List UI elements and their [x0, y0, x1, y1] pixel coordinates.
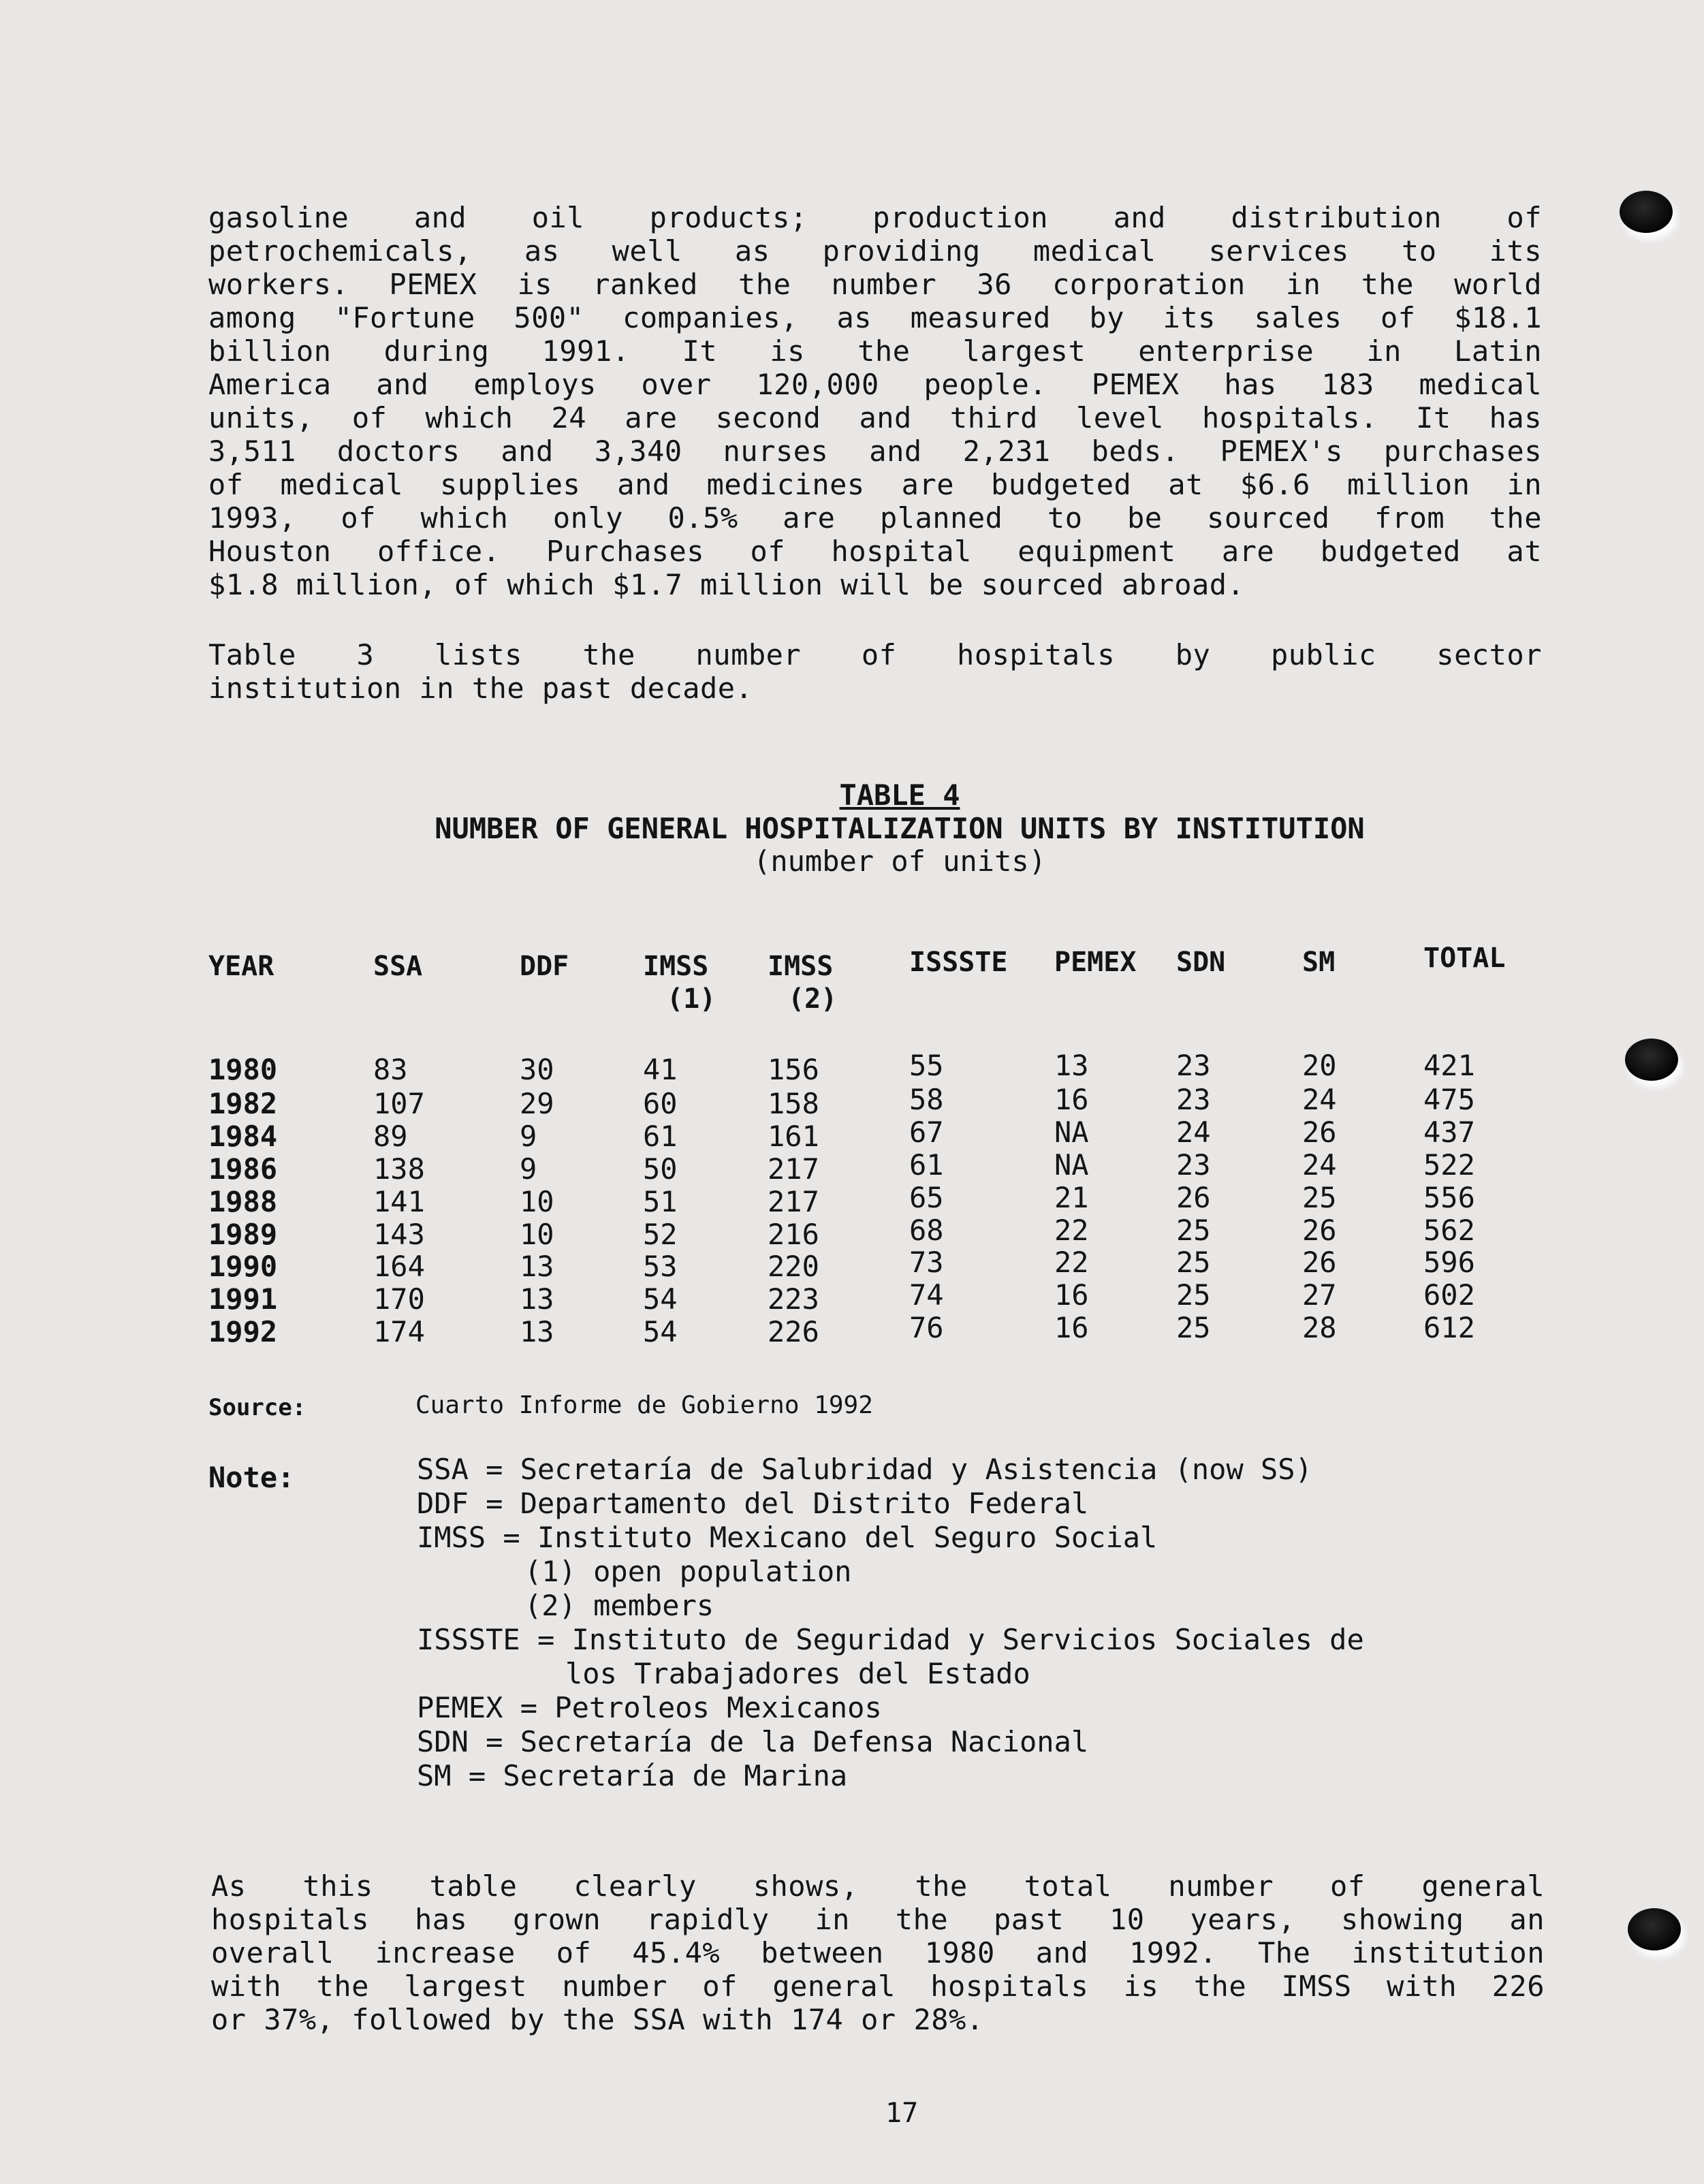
- source-text: Cuarto Informe de Gobierno 1992: [415, 1391, 873, 1419]
- note-line: los Trabajadores del Estado: [565, 1657, 1030, 1690]
- text-line: 1993, of which only 0.5% are planned to be sourced from the: [208, 501, 1542, 535]
- cell-sdn: 25: [1176, 1246, 1211, 1279]
- cell-sm: 26: [1302, 1214, 1337, 1247]
- cell-imss-2: 216: [768, 1218, 819, 1251]
- cell-total: 602: [1423, 1278, 1475, 1312]
- text-line: 3,511 doctors and 3,340 nurses and 2,231 beds. PEMEX's purchases: [208, 434, 1542, 468]
- cell-ssa: 141: [373, 1185, 425, 1218]
- cell-pemex: 22: [1054, 1214, 1089, 1247]
- cell-total: 556: [1423, 1181, 1475, 1214]
- cell-total: 475: [1423, 1083, 1475, 1116]
- text-line: As this table clearly shows, the total number of general: [211, 1869, 1545, 1903]
- col-header-total: TOTAL: [1423, 943, 1506, 974]
- cell-issste: 67: [909, 1115, 944, 1149]
- note-line: (2) members: [524, 1589, 714, 1622]
- cell-total: 596: [1423, 1246, 1475, 1279]
- cell-sm: 24: [1302, 1083, 1337, 1116]
- cell-imss-1: 54: [643, 1315, 678, 1348]
- cell-sdn: 26: [1176, 1181, 1211, 1214]
- cell-ssa: 83: [373, 1053, 408, 1086]
- cell-imss-1: 54: [643, 1282, 678, 1316]
- cell-issste: 68: [909, 1214, 944, 1247]
- col-header-imss-1-sub: (1): [667, 983, 716, 1015]
- cell-pemex: 16: [1054, 1083, 1089, 1116]
- cell-sm: 26: [1302, 1246, 1337, 1279]
- cell-ddf: 13: [520, 1250, 554, 1283]
- text-line: petrochemicals, as well as providing medical services to its: [208, 234, 1542, 268]
- col-header-imss-2-sub: (2): [788, 983, 838, 1015]
- text-line: Table 3 lists the number of hospitals by public sector: [208, 638, 1542, 671]
- cell-ddf: 13: [520, 1282, 554, 1316]
- cell-ddf: 13: [520, 1315, 554, 1348]
- paragraph-pemex: [208, 201, 1542, 601]
- note-line: SSA = Secretaría de Salubridad y Asistencia (now SS): [417, 1453, 1312, 1486]
- col-header-ssa: SSA: [373, 951, 423, 982]
- col-header-imss-1: IMSS: [643, 951, 709, 982]
- cell-total: 437: [1423, 1115, 1475, 1149]
- note-line: ISSSTE = Instituto de Seguridad y Servicios Sociales de: [417, 1623, 1364, 1656]
- cell-issste: 76: [909, 1311, 944, 1344]
- cell-issste: 55: [909, 1049, 944, 1082]
- cell-year: 1991: [208, 1282, 278, 1316]
- cell-year: 1989: [208, 1218, 278, 1251]
- col-header-sdn: SDN: [1176, 947, 1226, 978]
- note-line: SM = Secretaría de Marina: [417, 1759, 848, 1792]
- cell-imss-2: 161: [768, 1120, 819, 1153]
- text-line: with the largest number of general hospitals is the IMSS with 226: [211, 1969, 1545, 2003]
- cell-year: 1986: [208, 1152, 278, 1186]
- cell-ssa: 107: [373, 1087, 425, 1120]
- cell-issste: 73: [909, 1246, 944, 1279]
- cell-sm: 26: [1302, 1115, 1337, 1149]
- cell-year: 1980: [208, 1053, 278, 1086]
- col-header-sm: SM: [1302, 947, 1336, 978]
- cell-total: 562: [1423, 1214, 1475, 1247]
- cell-imss-2: 217: [768, 1185, 819, 1218]
- cell-sdn: 25: [1176, 1214, 1211, 1247]
- cell-ssa: 138: [373, 1152, 425, 1186]
- cell-imss-1: 52: [643, 1218, 678, 1251]
- text-line: $1.8 million, of which $1.7 million will be sourced abroad.: [208, 568, 1245, 601]
- col-header-issste: ISSSTE: [909, 947, 1008, 978]
- cell-sdn: 24: [1176, 1115, 1211, 1149]
- note-line: PEMEX = Petroleos Mexicanos: [417, 1691, 882, 1724]
- cell-pemex: NA: [1054, 1115, 1089, 1149]
- cell-pemex: 13: [1054, 1049, 1089, 1082]
- cell-year: 1984: [208, 1120, 278, 1153]
- cell-pemex: 16: [1054, 1311, 1089, 1344]
- cell-total: 522: [1423, 1148, 1475, 1182]
- cell-imss-2: 223: [768, 1282, 819, 1316]
- text-line: or 37%, followed by the SSA with 174 or 28%.: [211, 2003, 984, 2036]
- cell-total: 421: [1423, 1049, 1475, 1082]
- text-line: hospitals has grown rapidly in the past 10 years, showing an: [211, 1903, 1545, 1936]
- text-line: billion during 1991. It is the largest enterprise in Latin: [208, 334, 1542, 368]
- table-title: TABLE 4: [839, 778, 960, 812]
- note-line: IMSS = Instituto Mexicano del Seguro Social: [417, 1521, 1158, 1554]
- text-line: institution in the past decade.: [208, 671, 753, 705]
- cell-sm: 27: [1302, 1278, 1337, 1312]
- col-header-imss-2: IMSS: [768, 951, 834, 982]
- text-line: Houston office. Purchases of hospital equipment are budgeted at: [208, 535, 1542, 568]
- source-label: Source:: [208, 1394, 306, 1421]
- cell-imss-2: 226: [768, 1315, 819, 1348]
- cell-ssa: 143: [373, 1218, 425, 1251]
- cell-year: 1990: [208, 1250, 278, 1283]
- cell-sdn: 25: [1176, 1278, 1211, 1312]
- cell-ssa: 89: [373, 1120, 408, 1153]
- cell-sdn: 23: [1176, 1049, 1211, 1082]
- cell-sm: 25: [1302, 1181, 1337, 1214]
- paragraph-table-intro: [208, 638, 1542, 705]
- cell-imss-2: 217: [768, 1152, 819, 1186]
- cell-pemex: 21: [1054, 1181, 1089, 1214]
- table-unit: (number of units): [753, 844, 1046, 878]
- text-line: America and employs over 120,000 people. PEMEX has 183 medical: [208, 368, 1542, 401]
- cell-issste: 65: [909, 1181, 944, 1214]
- note-line: (1) open population: [524, 1555, 852, 1588]
- punch-hole-bottom: [1628, 1908, 1681, 1950]
- cell-ssa: 164: [373, 1250, 425, 1283]
- cell-imss-1: 51: [643, 1185, 678, 1218]
- paragraph-conclusion: [211, 1869, 1545, 2036]
- cell-sdn: 25: [1176, 1311, 1211, 1344]
- cell-ddf: 10: [520, 1185, 554, 1218]
- text-line: gasoline and oil products; production and distribution of: [208, 201, 1542, 234]
- col-header-ddf: DDF: [520, 951, 569, 982]
- cell-imss-2: 158: [768, 1087, 819, 1120]
- cell-year: 1988: [208, 1185, 278, 1218]
- cell-sm: 28: [1302, 1311, 1337, 1344]
- text-line: units, of which 24 are second and third level hospitals. It has: [208, 401, 1542, 434]
- cell-year: 1982: [208, 1087, 278, 1120]
- text-line: among "Fortune 500" companies, as measured by its sales of $18.1: [208, 301, 1542, 334]
- cell-imss-1: 53: [643, 1250, 678, 1283]
- punch-hole-top: [1620, 191, 1673, 233]
- cell-imss-1: 60: [643, 1087, 678, 1120]
- cell-ssa: 174: [373, 1315, 425, 1348]
- note-line: DDF = Departamento del Distrito Federal: [417, 1487, 1089, 1520]
- cell-issste: 58: [909, 1083, 944, 1116]
- cell-imss-1: 41: [643, 1053, 678, 1086]
- text-line: workers. PEMEX is ranked the number 36 corporation in the world: [208, 268, 1542, 301]
- cell-issste: 74: [909, 1278, 944, 1312]
- col-header-pemex: PEMEX: [1054, 947, 1137, 978]
- cell-sm: 24: [1302, 1148, 1337, 1182]
- table-subtitle: NUMBER OF GENERAL HOSPITALIZATION UNITS BY INSTITUTION: [435, 812, 1365, 845]
- cell-ddf: 30: [520, 1053, 554, 1086]
- cell-pemex: NA: [1054, 1148, 1089, 1182]
- cell-imss-2: 220: [768, 1250, 819, 1283]
- cell-sdn: 23: [1176, 1148, 1211, 1182]
- cell-year: 1992: [208, 1315, 278, 1348]
- cell-ddf: 9: [520, 1120, 537, 1153]
- cell-imss-1: 50: [643, 1152, 678, 1186]
- cell-imss-2: 156: [768, 1053, 819, 1086]
- cell-sm: 20: [1302, 1049, 1337, 1082]
- cell-pemex: 22: [1054, 1246, 1089, 1279]
- note-label: Note:: [208, 1461, 295, 1494]
- page-number: 17: [885, 2098, 919, 2129]
- punch-hole-middle: [1625, 1039, 1678, 1081]
- cell-pemex: 16: [1054, 1278, 1089, 1312]
- cell-ddf: 29: [520, 1087, 554, 1120]
- cell-total: 612: [1423, 1311, 1475, 1344]
- text-line: overall increase of 45.4% between 1980 and 1992. The institution: [211, 1936, 1545, 1969]
- cell-ssa: 170: [373, 1282, 425, 1316]
- cell-ddf: 10: [520, 1218, 554, 1251]
- text-line: of medical supplies and medicines are budgeted at $6.6 million in: [208, 468, 1542, 501]
- cell-issste: 61: [909, 1148, 944, 1182]
- cell-imss-1: 61: [643, 1120, 678, 1153]
- col-header-year: YEAR: [208, 951, 274, 982]
- note-line: SDN = Secretaría de la Defensa Nacional: [417, 1725, 1089, 1758]
- cell-sdn: 23: [1176, 1083, 1211, 1116]
- cell-ddf: 9: [520, 1152, 537, 1186]
